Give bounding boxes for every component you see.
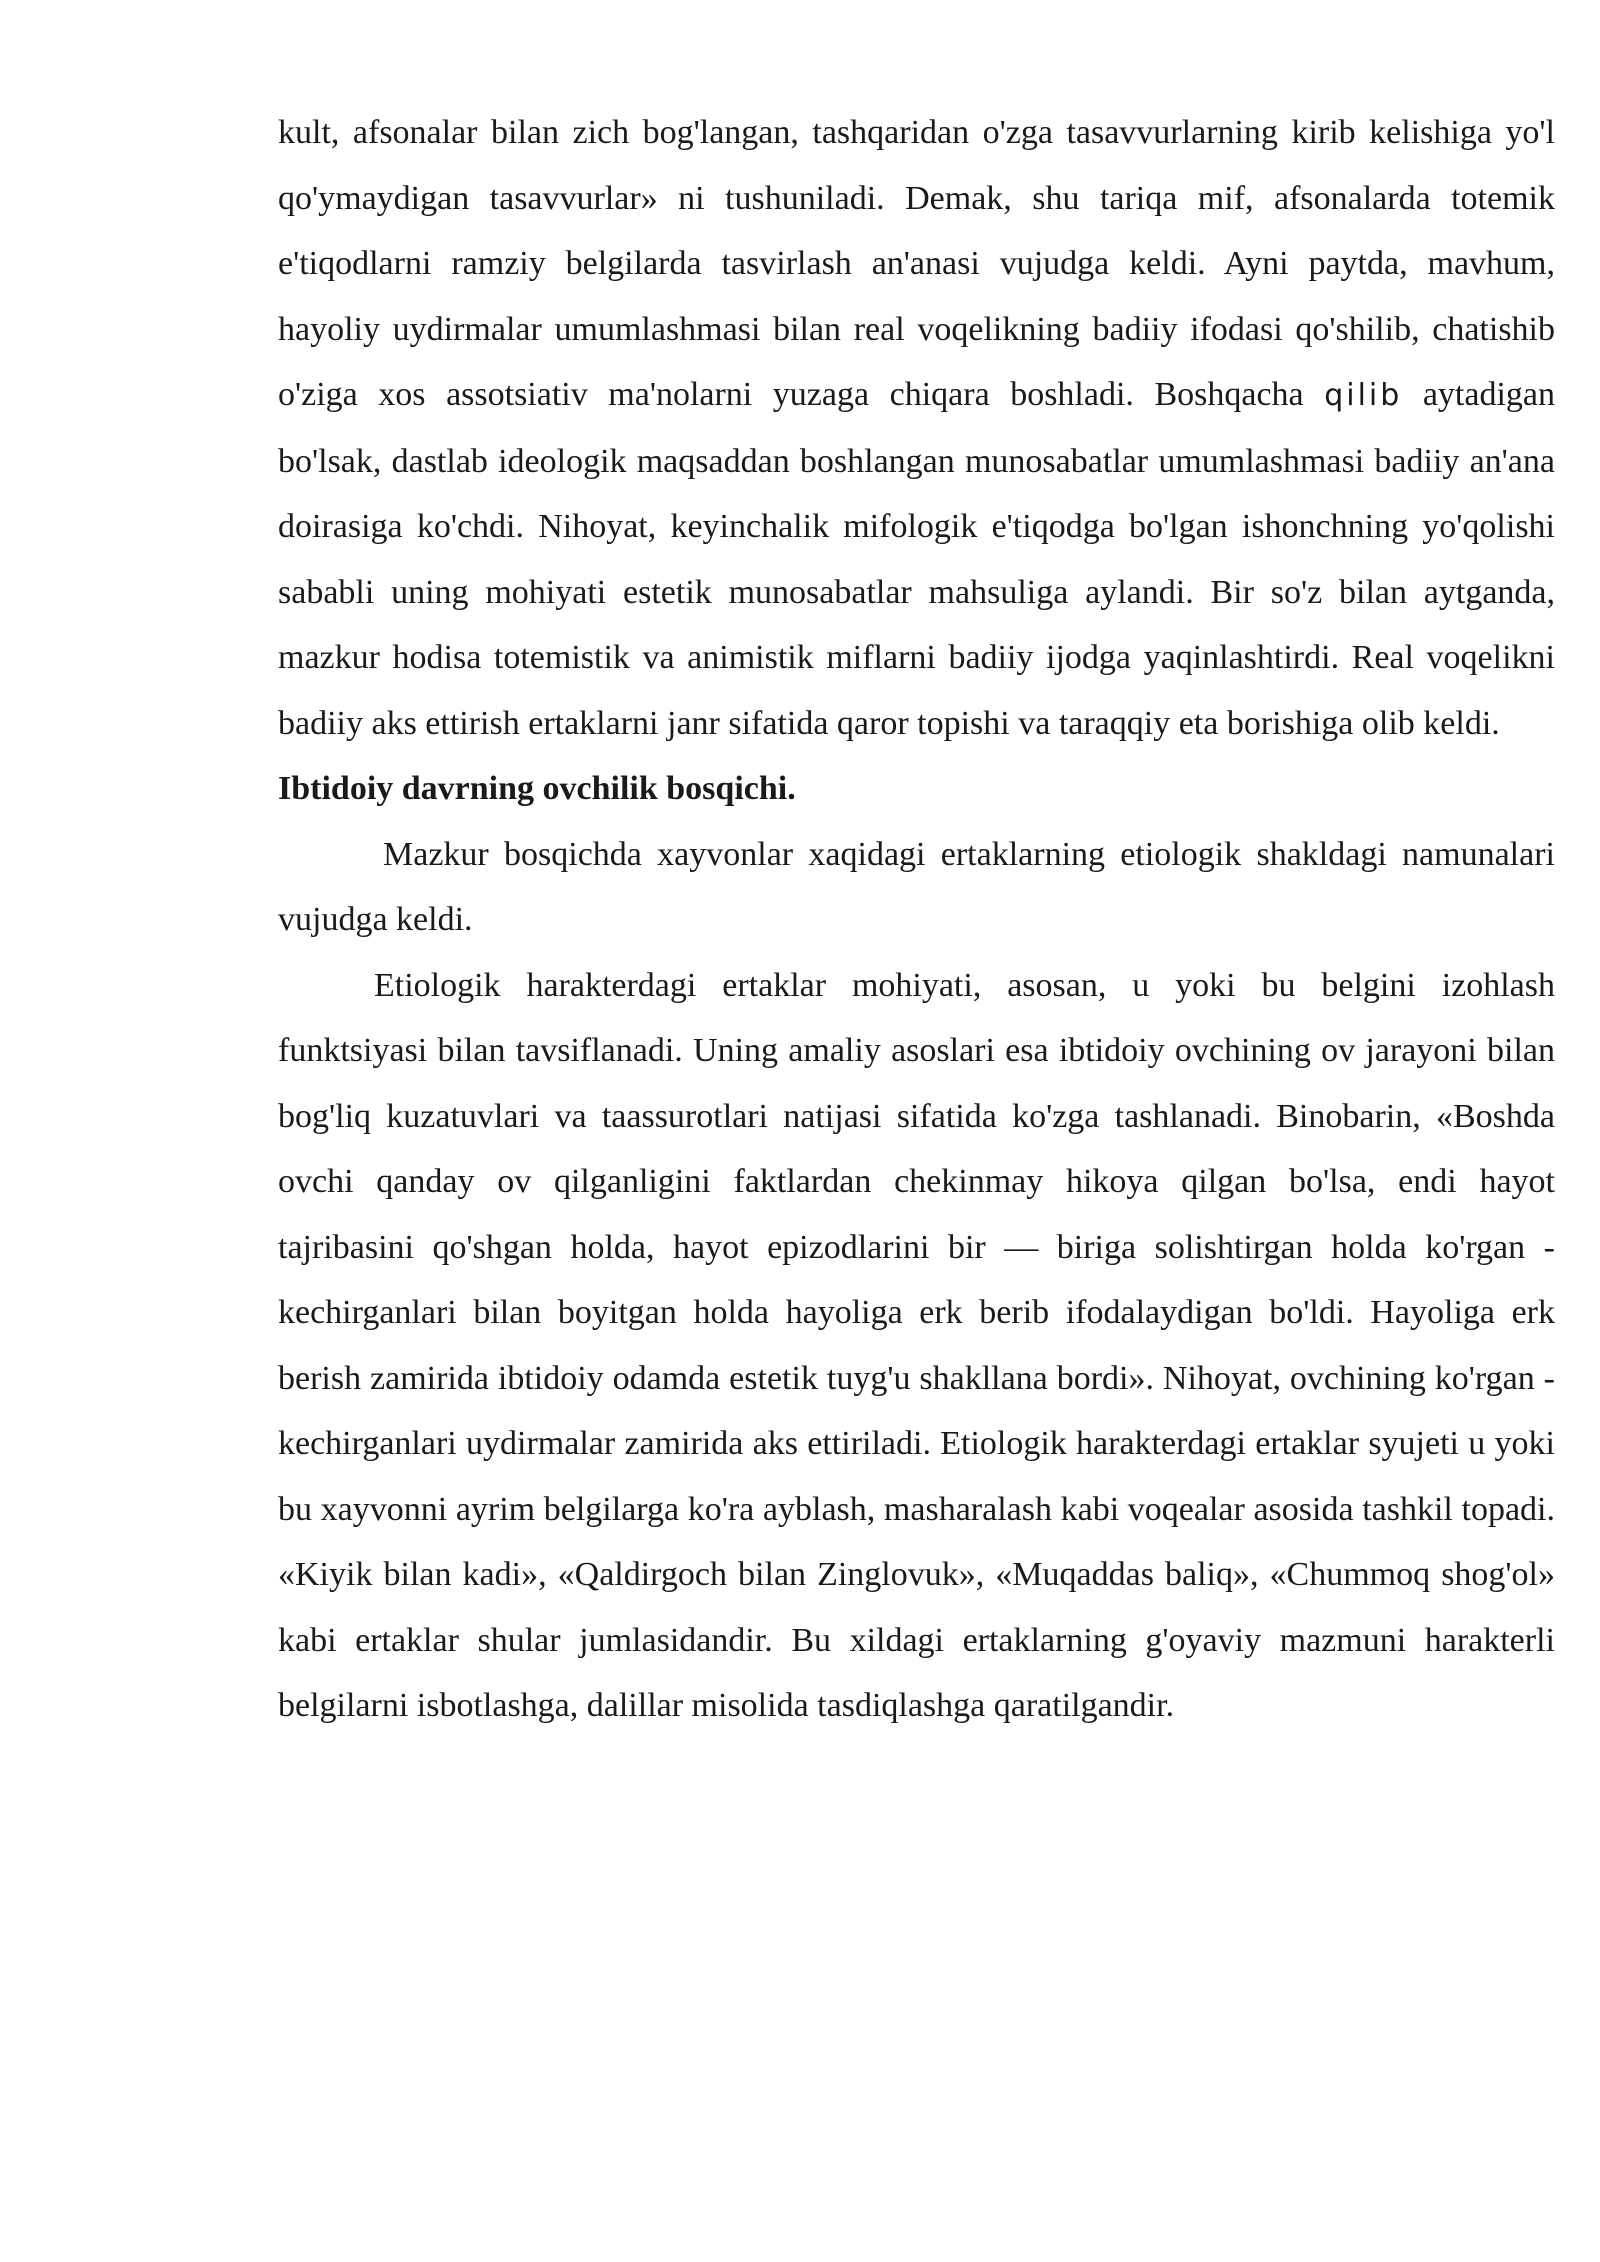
- document-page: [278, 100, 1555, 1739]
- paragraph-body: Etiologik harakterdagi ertaklar mohiyati, asosan, u yoki bu belgini izohlash funktsiyasi bilan tavsiflanadi. Uning amaliy asoslari esa ibtidoiy ovchining ov jarayoni bilan bog'liq kuzatuvlari va taassurotlari natijasi sifatida ko'zga tashlanadi. Binobarin, «Boshda ovchi qanday ov qilganligini faktlardan chekinmay hikoya qilgan bo'lsa, endi hayot tajribasini qo'shgan holda, hayot epizodlarini bir — biriga solishtirgan holda ko'rgan - kechirganlari bilan boyitgan holda hayoliga erk berib ifodalaydigan bo'ldi. Hayoliga erk berish zamirida ibtidoiy odamda estetik tuyg'u shakllana bordi». Nihoyat, ovchining ko'rgan - kechirganlari uydirmalar zamirida aks ettiriladi. Etiologik harakterdagi ertaklar syujeti u yoki bu xayvonni ayrim belgilarga ko'ra ayblash, masharalash kabi voqealar asosida tashkil topadi. «Kiyik bilan kadi», «Qaldirgoch bilan Zinglovuk», «Muqaddas baliq», «Chummoq shog'ol» kabi ertaklar shular jumlasidandir. Bu xildagi ertaklarning g'oyaviy mazmuni harakterli belgilarni isbotlashga, dalillar misolida tasdiqlashga qaratilgandir.: [278, 966, 1555, 1724]
- section-heading: Ibtidoiy davrning ovchilik bosqichi.: [278, 770, 796, 807]
- paragraph-continuation: [278, 100, 1555, 756]
- spaced-word: qilib: [1324, 378, 1403, 413]
- paragraph-text: aytadigan bo'lsak, dastlab ideologik maqsaddan boshlangan munosabatlar umumlashmasi badiiy an'ana doirasiga ko'chdi. Nihoyat, keyinchalik mifologik e'tiqodga bo'lgan ishonchning yo'qolishi sababli uning mohiyati estetik munosabatlar mahsuliga aylandi. Bir so'z bilan aytganda, mazkur hodisa totemistik va animistik miflarni badiiy ijodga yaqinlashtirdi. Real voqelikni badiiy aks ettirish ertaklarni janr sifatida qaror topishi va taraqqiy eta borishiga olib keldi.: [278, 376, 1555, 742]
- paragraph-intro: Mazkur bosqichda xayvonlar xaqidagi ertaklarning etiologik shakldagi namunalari vujudga keldi.: [278, 835, 1555, 938]
- paragraph-text: kult, afsonalar bilan zich bog'langan, tashqaridan o'zga tasavvurlarning kirib kelishiga yo'l qo'ymaydigan tasavvurlar» ni tushuniladi. Demak, shu tariqa mif, afsonalarda totemik e'tiqodlarni ramziy belgilarda tasvirlash an'anasi vujudga keldi. Ayni paytda, mavhum, hayoliy uydirmalar umumlashmasi bilan real voqelikning badiiy ifodasi qo'shilib, chatishib o'ziga xos assotsiativ ma'nolarni yuzaga chiqara boshladi. Boshqacha: [278, 114, 1555, 413]
